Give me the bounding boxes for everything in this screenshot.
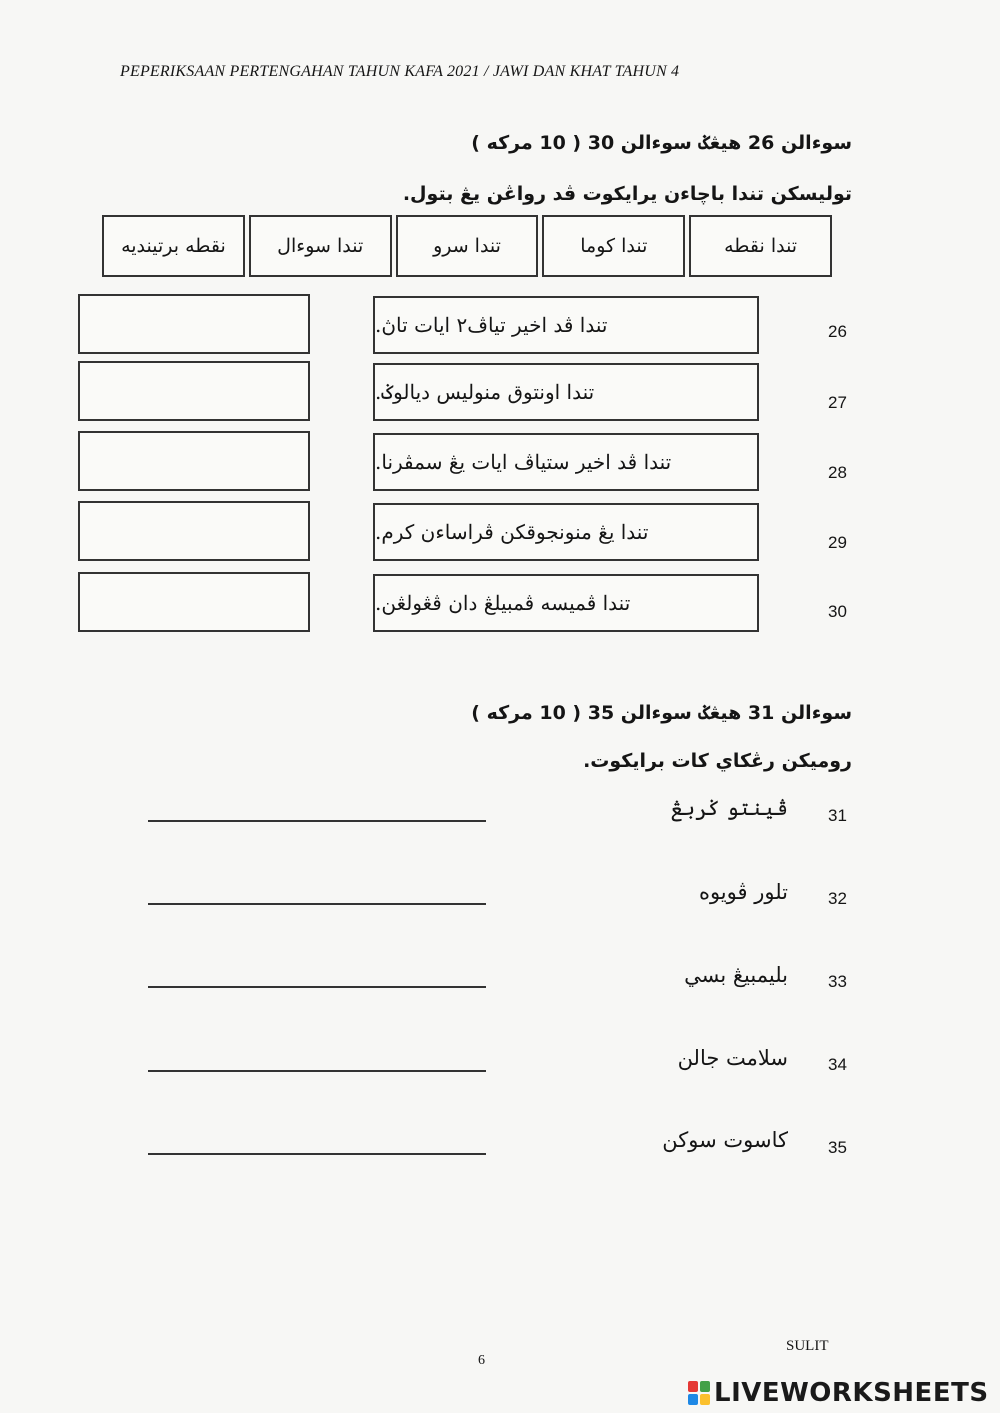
section2-instruction: روميكن رڠكاي كات برايكوت. [583,750,852,772]
exam-header: PEPERIKSAAN PERTENGAHAN TAHUN KAFA 2021 / JAWI DAN KHAT TAHUN 4 [120,63,680,80]
logo-block [688,1381,698,1392]
answer-line[interactable] [148,1153,486,1155]
answer-drop-box[interactable] [78,361,310,421]
question-number: 28 [828,463,847,482]
question-text: تندا يڠ منونجوقكن ڤراساءن كرم. [373,503,759,561]
answer-drop-box[interactable] [78,294,310,354]
liveworksheets-brand[interactable] [688,1378,989,1408]
jawi-phrase: ڤينتو ݢربڠ [670,796,788,820]
answer-line[interactable] [148,820,486,822]
romanize-row [0,1128,1000,1168]
section1-title: سوءالن 26 هيڠݢ سوءالن 30 ( 10 مركه ) [471,132,852,154]
romanize-row [0,796,1000,836]
question-number: 33 [828,972,847,991]
question-row [0,431,1000,493]
jawi-phrase: سلامت جالن [677,1046,788,1070]
option-box[interactable]: تندا كوما [542,215,685,277]
question-row [0,361,1000,423]
question-number: 35 [828,1138,847,1157]
option-box[interactable]: تندا نقطه [689,215,832,277]
question-text: تندا ڤميسه ڤمبيلڠ دان ڤڠولڠن. [373,574,759,632]
answer-drop-box[interactable] [78,572,310,632]
answer-drop-box[interactable] [78,431,310,491]
question-number: 32 [828,889,847,908]
option-box[interactable]: تندا سرو [396,215,539,277]
jawi-phrase: كاسوت سوكن [662,1128,788,1152]
question-number: 31 [828,806,847,825]
romanize-row [0,880,1000,920]
option-bank [102,215,832,277]
jawi-phrase: بليمبيڠ بسي [684,963,788,987]
section1-instruction: توليسكن تندا باچاءن يرايكوت ڤد رواڠن يڠ بتول. [402,183,852,205]
romanize-row [0,1046,1000,1086]
liveworksheets-logo-icon [688,1381,710,1405]
question-number: 27 [828,393,847,412]
question-row [0,572,1000,634]
logo-block [688,1394,698,1405]
answer-line[interactable] [148,1070,486,1072]
answer-line[interactable] [148,903,486,905]
question-row [0,501,1000,563]
question-number: 34 [828,1055,847,1074]
answer-line[interactable] [148,986,486,988]
question-number: 26 [828,322,847,341]
option-box[interactable]: تندا سوءال [249,215,392,277]
question-text: تندا ڤد اخير تياڤ٢ ايات تاڽ. [373,296,759,354]
question-text: تندا اونتوق منوليس ديالوݢ. [373,363,759,421]
jawi-phrase: تلور ڤويوه [698,880,788,904]
logo-block [700,1394,710,1405]
question-text: تندا ڤد اخير ستياڤ ايات يڠ سمڤرنا. [373,433,759,491]
answer-drop-box[interactable] [78,501,310,561]
question-row [0,294,1000,356]
section2-title: سوءالن 31 هيڠݢ سوءالن 35 ( 10 مركه ) [471,702,852,724]
sulit-label: SULIT [786,1338,829,1354]
question-number: 30 [828,602,847,621]
option-box[interactable]: نقطه برتينديه [102,215,245,277]
page-number: 6 [478,1353,485,1368]
romanize-row [0,963,1000,1003]
brand-name: LIVEWORKSHEETS [714,1378,989,1408]
logo-block [700,1381,710,1392]
question-number: 29 [828,533,847,552]
